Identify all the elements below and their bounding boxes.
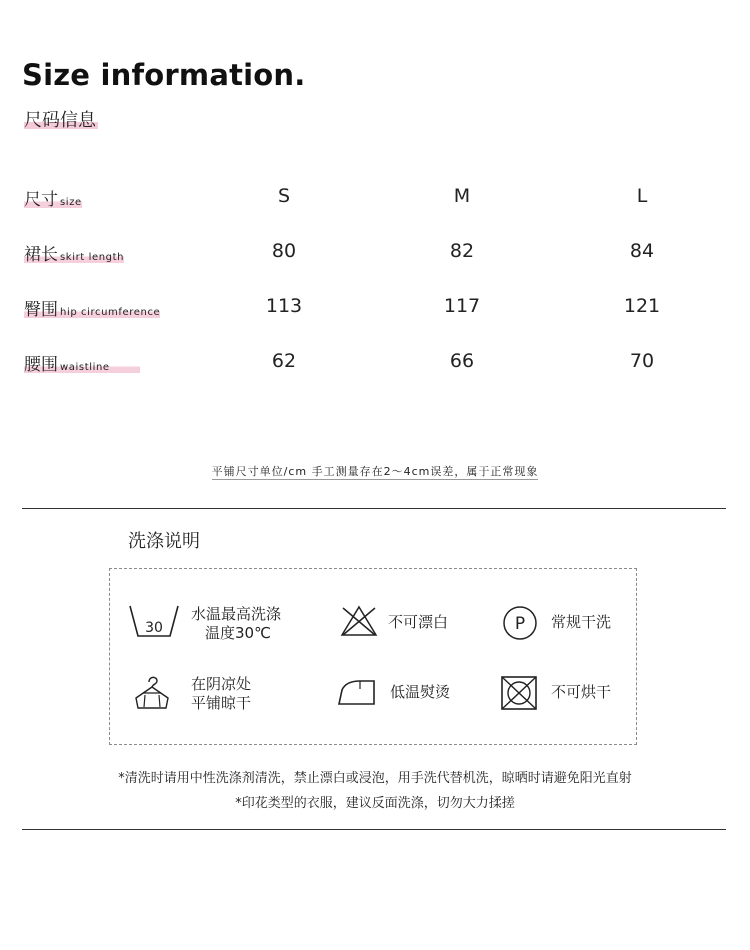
care-footnote: *清洗时请用中性洗涤剂清洗，禁止漂白或浸泡，用手洗代替机洗，晾晒时请避免阳光直射: [118, 771, 632, 786]
care-text: 水温最高洗涤 温度30℃: [191, 605, 282, 642]
waist-row: [0, 350, 750, 380]
care-text: 常规干洗: [551, 613, 612, 631]
care-text: 不可漂白: [388, 613, 449, 631]
no-bleach-icon: [340, 605, 378, 637]
page-title: Size information.: [22, 58, 306, 92]
cell-value: 70: [629, 350, 655, 372]
cell-value: 62: [271, 350, 297, 372]
care-text: 低温熨烫: [390, 683, 451, 701]
care-text: 不可烘干: [551, 683, 612, 701]
page-subtitle: 尺码信息: [24, 106, 98, 132]
iron-low-icon: [336, 677, 378, 707]
hip-row: [0, 295, 750, 325]
care-instructions-box: [109, 568, 637, 745]
svg-text:P: P: [514, 614, 526, 634]
wash-30-icon: [128, 603, 182, 639]
row-label: 尺寸 size: [24, 185, 82, 210]
cell-value: L: [636, 185, 648, 207]
measurement-note: 平铺尺寸单位/cm 手工测量存在2～4cm误差，属于正常现象: [211, 465, 539, 478]
divider-bottom: [22, 829, 726, 830]
care-text: 在阴凉处 平铺晾干: [191, 675, 252, 712]
cell-value: S: [277, 185, 291, 207]
cell-value: 82: [449, 240, 475, 262]
cell-value: 121: [623, 295, 661, 317]
cell-value: 84: [629, 240, 655, 262]
skirt-length-row: [0, 240, 750, 270]
row-label: 腰围 waistline: [24, 350, 140, 375]
cell-value: 113: [265, 295, 303, 317]
cell-value: 117: [443, 295, 481, 317]
dry-clean-icon: [502, 605, 538, 641]
cell-value: M: [453, 185, 471, 207]
no-tumble-dry-icon: [500, 675, 538, 711]
divider-top: [22, 508, 726, 509]
row-label: 臀围 hip circumference: [24, 295, 160, 320]
cell-value: 66: [449, 350, 475, 372]
care-footnote: *印花类型的衣服，建议反面洗涤，切勿大力揉搓: [235, 796, 515, 811]
washing-title: 洗涤说明: [128, 531, 200, 552]
size-row: [0, 185, 750, 215]
cell-value: 80: [271, 240, 297, 262]
row-label: 裙长 skirt length: [24, 240, 124, 265]
svg-text:30: 30: [145, 620, 163, 636]
dry-flat-shade-icon: [132, 673, 172, 711]
